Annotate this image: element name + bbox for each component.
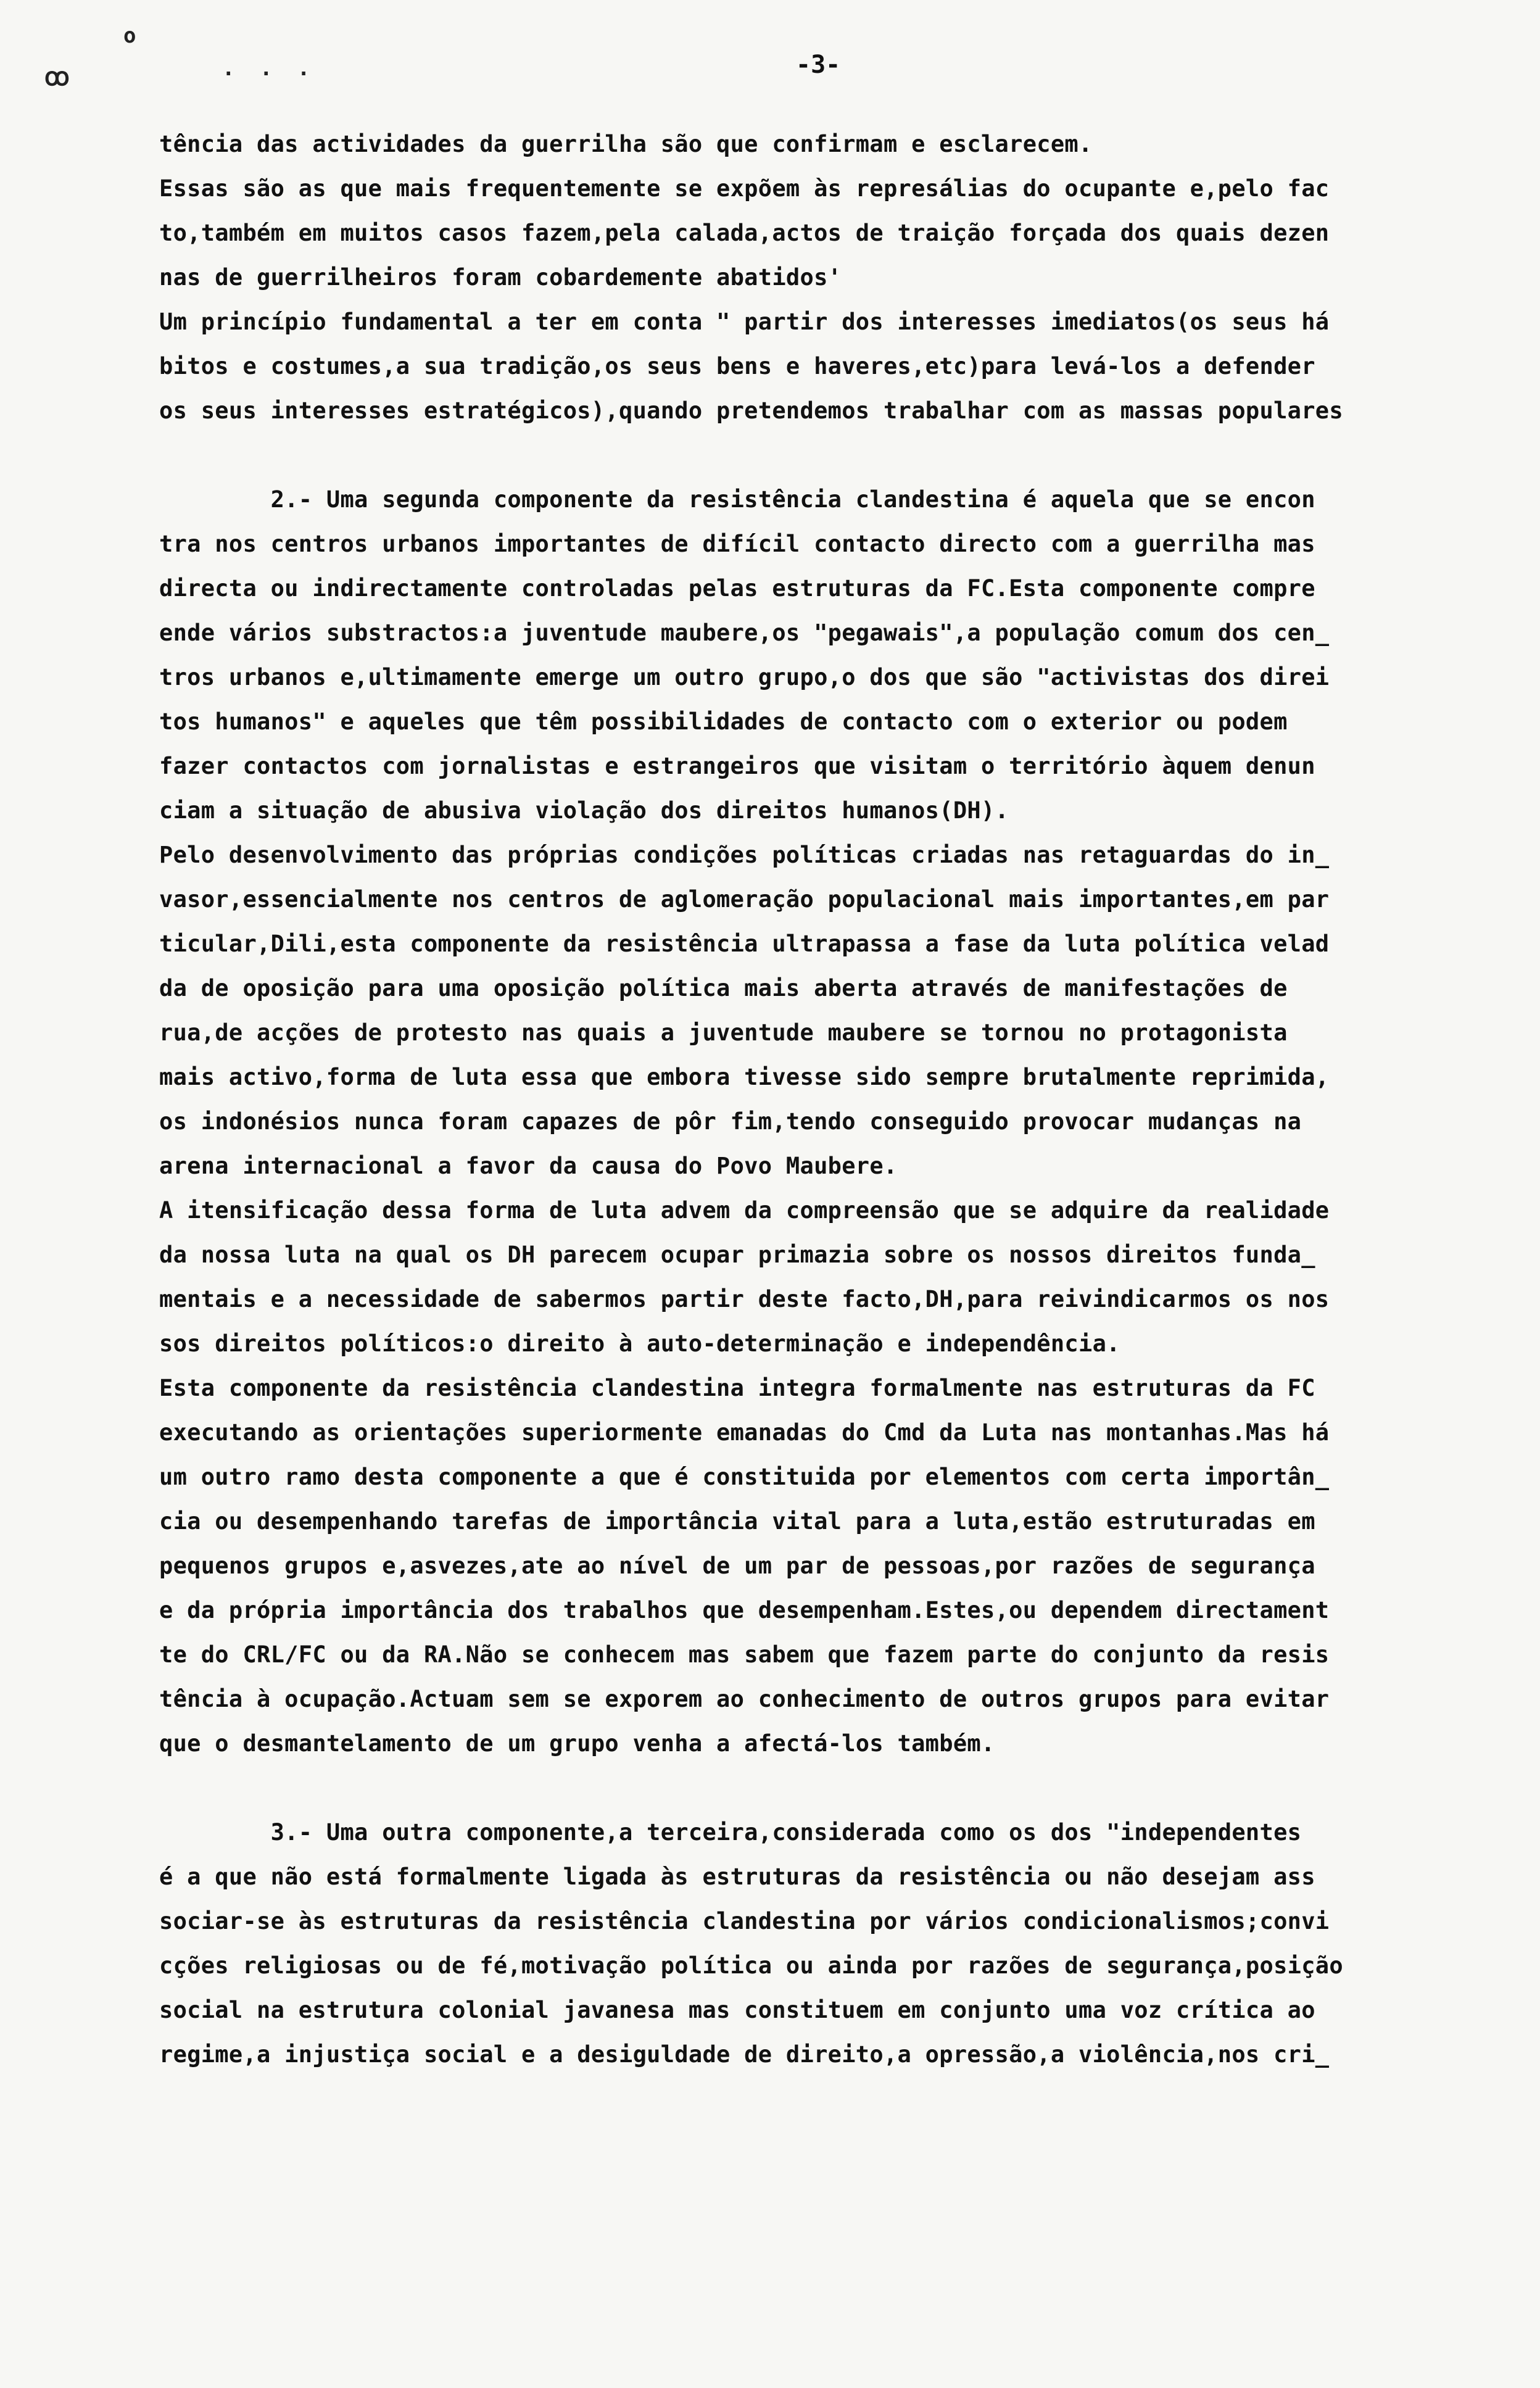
text-line: é a que não está formalmente ligada às estruturas da resistência ou não desejam ass — [159, 1864, 1315, 1890]
text-line: cia ou desempenhando tarefas de importância vital para a luta,estão estruturadas em — [159, 1508, 1315, 1535]
text-line: vasor,essencialmente nos centros de aglomeração populacional mais importantes,em par — [159, 886, 1330, 913]
text-line: te do CRL/FC ou da RA.Não se conhecem mas sabem que fazem parte do conjunto da resis — [159, 1641, 1330, 1668]
paragraph-2 — [159, 478, 1449, 1766]
text-line: Pelo desenvolvimento das próprias condições políticas criadas nas retaguardas do in_ — [159, 842, 1330, 868]
text-line: directa ou indirectamente controladas pelas estruturas da FC.Esta componente compre — [159, 575, 1315, 602]
text-line: tos humanos" e aqueles que têm possibilidades de contacto com o exterior ou podem — [159, 708, 1288, 735]
text-line: ende vários substractos:a juventude maubere,os "pegawais",a população comum dos cen_ — [159, 620, 1330, 646]
text-line: sociar-se às estruturas da resistência clandestina por vários condicionalismos;convi — [159, 1908, 1330, 1934]
paragraph-gap — [159, 1766, 1449, 1810]
text-line: Essas são as que mais frequentemente se expõem às represálias do ocupante e,pelo fac — [159, 175, 1330, 202]
text-line: um outro ramo desta componente a que é constituida por elementos com certa importân_ — [159, 1464, 1330, 1490]
text-line: da nossa luta na qual os DH parecem ocupar primazia sobre os nossos direitos funda_ — [159, 1242, 1315, 1268]
text-line: nas de guerrilheiros foram cobardemente abatidos' — [159, 264, 842, 291]
paragraph-1 — [159, 122, 1449, 433]
text-line: social na estrutura colonial javanesa mas constituem em conjunto uma voz crítica ao — [159, 1997, 1315, 2023]
text-line: pequenos grupos e,asvezes,ate ao nível de um par de pessoas,por razões de segurança — [159, 1553, 1315, 1579]
text-line: os indonésios nunca foram capazes de pôr fim,tendo conseguido provocar mudanças na — [159, 1108, 1302, 1135]
text-line: A itensificação dessa forma de luta advem da compreensão que se adquire da realidade — [159, 1197, 1330, 1224]
text-line: mentais e a necessidade de sabermos partir deste facto,DH,para reivindicarmos os nos — [159, 1286, 1330, 1312]
text-line: regime,a injustiça social e a desiguldade de direito,a opressão,a violência,nos cri_ — [159, 2041, 1330, 2068]
text-line: ciam a situação de abusiva violação dos direitos humanos(DH). — [159, 797, 1009, 824]
text-line: tência à ocupação.Actuam sem se exporem ao conhecimento de outros grupos para evitar — [159, 1686, 1330, 1712]
text-line: Um princípio fundamental a ter em conta " partir dos interesses imediatos(os seus há — [159, 309, 1330, 335]
text-line: tros urbanos e,ultimamente emerge um outro grupo,o dos que são "activistas dos direi — [159, 664, 1330, 690]
page-number: -3- — [796, 51, 841, 79]
ink-mark-circle: o — [123, 23, 136, 48]
text-line: tra nos centros urbanos importantes de difícil contacto directo com a guerrilha mas — [159, 531, 1315, 557]
text-line: mais activo,forma de luta essa que embora tivesse sido sempre brutalmente reprimida, — [159, 1064, 1330, 1090]
document-body — [159, 122, 1449, 2077]
text-line: to,também em muitos casos fazem,pela calada,actos de traição forçada dos quais dezen — [159, 220, 1330, 246]
text-line: bitos e costumes,a sua tradição,os seus bens e haveres,etc)para levá-los a defender — [159, 353, 1315, 379]
text-line: cções religiosas ou de fé,motivação política ou ainda por razões de segurança,posição — [159, 1952, 1343, 1979]
text-line: 3.- Uma outra componente,a terceira,considerada como os dos "independentes — [159, 1819, 1302, 1846]
ink-mark-dots: · · · — [222, 62, 317, 86]
text-line: rua,de acções de protesto nas quais a juventude maubere se tornou no protagonista — [159, 1019, 1288, 1046]
text-line: ticular,Dili,esta componente da resistência ultrapassa a fase da luta política velad — [159, 931, 1330, 957]
text-line: sos direitos políticos:o direito à auto-determinação e independência. — [159, 1330, 1120, 1357]
text-line: que o desmantelamento de um grupo venha a afectá-los também. — [159, 1730, 995, 1757]
text-line: Esta componente da resistência clandestina integra formalmente nas estruturas da FC — [159, 1375, 1315, 1401]
text-line: da de oposição para uma oposição política mais aberta através de manifestações de — [159, 975, 1288, 1001]
text-line: tência das actividades da guerrilha são que confirmam e esclarecem. — [159, 131, 1093, 157]
paragraph-gap — [159, 433, 1449, 478]
text-line: arena internacional a favor da causa do Povo Maubere. — [159, 1153, 898, 1179]
paragraph-3 — [159, 1810, 1449, 2077]
text-line: os seus interesses estratégicos),quando pretendemos trabalhar com as massas populares — [159, 397, 1343, 424]
ink-mark-scribble: ꝏ — [44, 63, 70, 91]
text-line: fazer contactos com jornalistas e estrangeiros que visitam o território àquem denun — [159, 753, 1315, 779]
text-line: 2.- Uma segunda componente da resistência clandestina é aquela que se encon — [159, 486, 1315, 513]
text-line: executando as orientações superiormente emanadas do Cmd da Luta nas montanhas.Mas há — [159, 1419, 1330, 1446]
text-line: e da própria importância dos trabalhos que desempenham.Estes,ou dependem directament — [159, 1597, 1330, 1623]
